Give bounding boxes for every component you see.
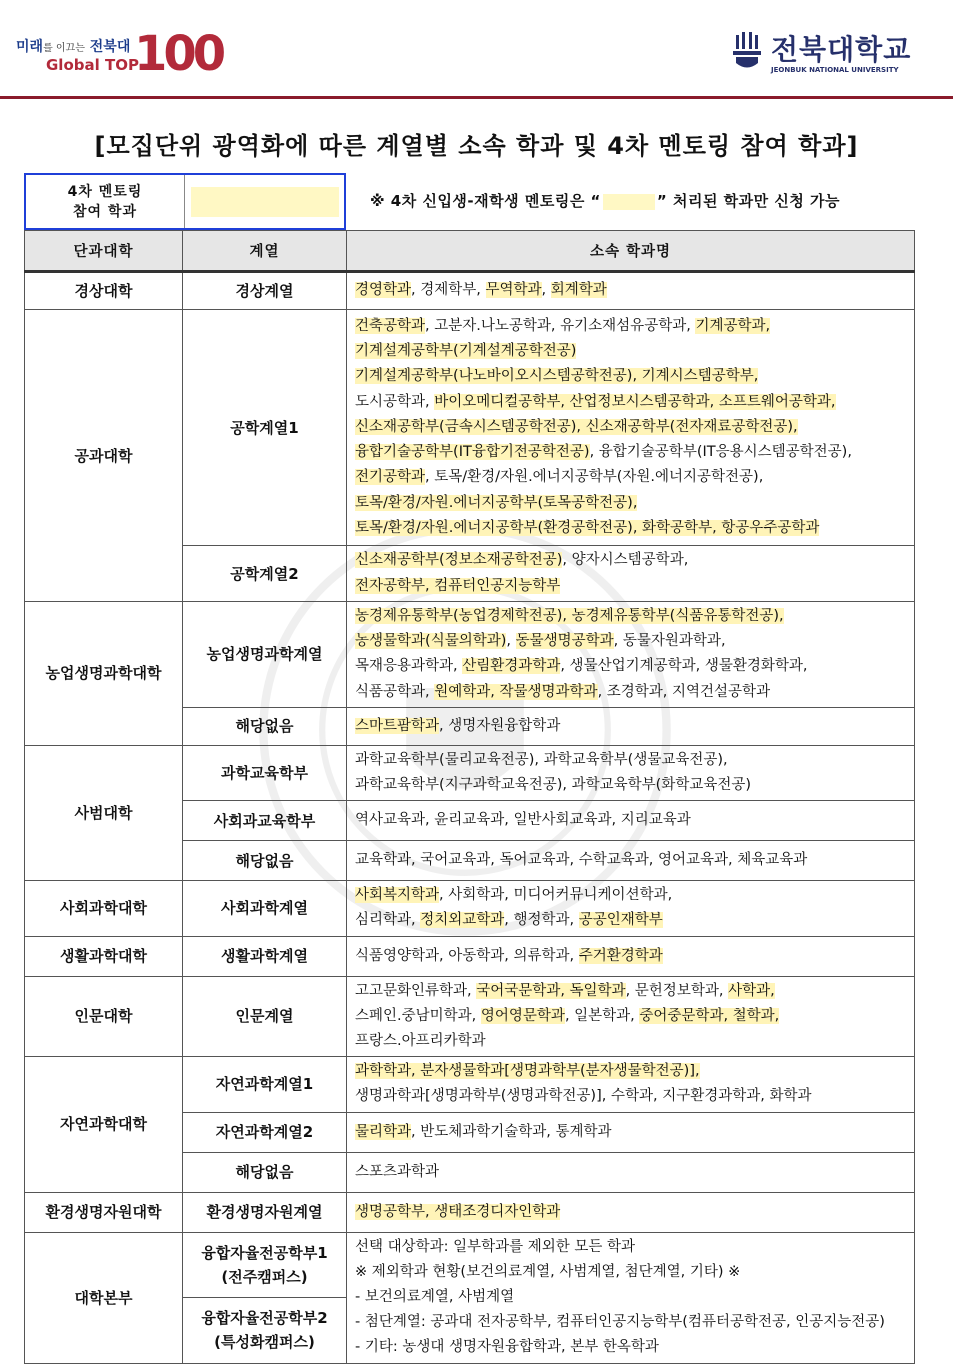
- mentoring-department: 주거환경학과: [578, 947, 663, 964]
- department-line: [355, 314, 906, 339]
- mentoring-department: 기계설계공학부(나노바이오시스템공학전공), 기계시스템공학부,: [355, 368, 759, 385]
- college-name: 사회과학대학: [25, 881, 183, 936]
- department-text: , 경제학부,: [411, 282, 486, 299]
- department-line: [355, 491, 906, 516]
- department-text: 스페인.중남미학과,: [355, 1007, 481, 1024]
- mentoring-department: 토목/환경/자원.에너지공학부(환경공학전공), 화학공학부, 항공우주공학과: [355, 519, 820, 536]
- mentoring-department: 건축공학과: [355, 318, 426, 335]
- mentoring-department: 무역학과: [485, 282, 542, 299]
- department-text: 선택 대상학과: 일부학과를 제외한 모든 학과: [355, 1238, 636, 1255]
- department-line: [355, 748, 906, 773]
- department-text: ,: [541, 282, 551, 299]
- mentoring-department: 융합기술공학부(IT융합기전공학전공): [355, 444, 590, 461]
- logo-line1-main: 미래: [16, 39, 44, 55]
- department-text: 도시공학과,: [355, 393, 435, 410]
- department-list: [347, 1232, 915, 1363]
- department-list: [347, 841, 915, 881]
- department-line: [355, 629, 906, 654]
- department-line: [355, 848, 906, 873]
- mentoring-department: 신소재공학부(정보소재공학전공): [355, 552, 563, 569]
- department-line: [355, 364, 906, 389]
- mentoring-department: 신소재공학부(금속시스템공학전공), 신소재공학부(전자재료공학전공),: [355, 418, 798, 435]
- department-text: , 토목/환경/자원.에너지공학부(자원.에너지공학전공),: [425, 469, 764, 486]
- department-line: [355, 654, 906, 679]
- university-logo: [733, 30, 913, 80]
- department-text: ,: [506, 633, 516, 650]
- table-row: [25, 1192, 915, 1232]
- department-line: [355, 1260, 906, 1285]
- department-list: [347, 310, 915, 546]
- college-name: 사범대학: [25, 745, 183, 880]
- field-name: 경상계열: [183, 272, 347, 310]
- mentoring-department: 원예학과, 작물생명과학과: [434, 683, 598, 700]
- mentoring-department: 산림환경과학과: [462, 658, 561, 675]
- mentoring-department: 동물생명공학과: [515, 633, 614, 650]
- department-list: [347, 881, 915, 936]
- table-row: [25, 1232, 915, 1298]
- field-name: 자연과학계열1: [183, 1057, 347, 1112]
- department-line: [355, 1004, 906, 1029]
- mentoring-department: 회계학과: [550, 282, 607, 299]
- mentoring-department: 물리학과: [355, 1123, 412, 1140]
- mentoring-department: 스마트팜학과: [355, 717, 440, 734]
- mentoring-department: 농경제유통학부(농업경제학전공), 농경제유통학부(식품유통학전공),: [355, 608, 784, 624]
- department-list: [347, 801, 915, 841]
- mentoring-department: 토목/환경/자원.에너지공학부(토목공학전공),: [355, 494, 638, 511]
- department-line: [355, 1120, 906, 1145]
- department-line: [355, 714, 906, 739]
- field-name: 과학교육학부: [183, 745, 347, 800]
- department-text: - 보건의료계열, 사범계열: [355, 1289, 515, 1306]
- department-line: [355, 1285, 906, 1310]
- mentoring-department: 기계설계공학부(기계설계공학전공): [355, 343, 577, 360]
- department-line: [355, 808, 906, 833]
- department-text: , 생명자원융합학과: [439, 717, 561, 734]
- table-row: [25, 745, 915, 800]
- field-name: 생활과학계열: [183, 936, 347, 976]
- table-row: [25, 976, 915, 1057]
- college-name: 자연과학대학: [25, 1057, 183, 1192]
- mentoring-department: 전자공학부, 컴퓨터인공지능학부: [355, 577, 561, 594]
- department-text: , 반도체과학기술학과, 통계학과: [411, 1123, 612, 1140]
- department-text: , 고분자.나노공학과, 유기소재섬유공학과,: [425, 318, 696, 335]
- mentoring-legend-swatch: [185, 175, 344, 228]
- department-line: [355, 773, 906, 798]
- table-row: [25, 1057, 915, 1112]
- department-line: [355, 944, 906, 969]
- field-name: 공학계열2: [183, 546, 347, 602]
- department-list: [347, 602, 915, 708]
- department-text: , 생물산업기계공학과, 생물환경화학과,: [560, 658, 808, 675]
- field-name: 농업생명과학계열: [183, 602, 347, 708]
- department-text: , 문헌정보학과,: [625, 982, 729, 999]
- college-name: 공과대학: [25, 310, 183, 602]
- department-text: ※ 제외학과 현황(보건의료계열, 사범계열, 첨단계열, 기타) ※: [355, 1263, 741, 1280]
- department-text: , 융합기술공학부(IT응용시스템공학전공),: [589, 444, 852, 461]
- mentoring-department: 공공인재학부: [578, 912, 663, 929]
- global-top-100-logo: [16, 26, 223, 82]
- mentoring-department: 국어국문학과, 독일학과: [476, 982, 626, 999]
- field-name: 공학계열1: [183, 310, 347, 546]
- department-text: 프랑스.아프리카학과: [355, 1033, 486, 1050]
- mentoring-department: 바이오메디컬공학부, 산업정보시스템공학과, 소프트웨어공학과,: [434, 393, 836, 410]
- mentoring-department: 기계공학과,: [695, 318, 771, 335]
- department-line: [355, 516, 906, 541]
- field-name: 자연과학계열2: [183, 1112, 347, 1152]
- field-name: 융합자율전공학부1 (전주캠퍼스): [183, 1232, 347, 1298]
- department-line: [355, 548, 906, 573]
- department-text: , 일본학과,: [564, 1007, 640, 1024]
- department-line: [355, 979, 906, 1004]
- department-text: , 동물자원과학과,: [613, 633, 726, 650]
- mentoring-department: 정치외교학과: [420, 912, 505, 929]
- college-name: 인문대학: [25, 976, 183, 1057]
- department-list: [347, 1112, 915, 1152]
- department-text: , 조경학과, 지역건설공학과: [597, 683, 771, 700]
- page-header: [0, 0, 953, 100]
- university-name: 전북대학교: [771, 33, 912, 66]
- department-text: 교육학과, 국어교육과, 독어교육과, 수학교육과, 영어교육과, 체육교육과: [355, 852, 808, 869]
- field-name: 융합자율전공학부2 (특성화캠퍼스): [183, 1298, 347, 1364]
- college-name: 생활과학대학: [25, 936, 183, 976]
- department-line: [355, 390, 906, 415]
- table-header-row: [25, 231, 915, 272]
- department-line: [355, 574, 906, 599]
- department-line: [355, 1310, 906, 1335]
- college-name: 경상대학: [25, 272, 183, 310]
- mentoring-department: 사학과,: [728, 982, 775, 999]
- department-line: [355, 1029, 906, 1054]
- mentoring-department: 전기공학과: [355, 469, 426, 486]
- college-name: 환경생명자원대학: [25, 1192, 183, 1232]
- department-list: [347, 546, 915, 602]
- field-name: 인문계열: [183, 976, 347, 1057]
- page-title: [모집단위 광역화에 따른 계열별 소속 학과 및 4차 멘토링 참여 학과]: [94, 132, 859, 160]
- mentoring-legend: [24, 173, 346, 230]
- department-text: 역사교육과, 윤리교육과, 일반사회교육과, 지리교육과: [355, 812, 691, 829]
- department-list: [347, 1192, 915, 1232]
- department-text: 심리학과,: [355, 912, 421, 929]
- department-list: [347, 707, 915, 745]
- department-line: [355, 465, 906, 490]
- department-text: , 행정학과,: [504, 912, 579, 929]
- department-table: [24, 230, 915, 1364]
- department-list: [347, 936, 915, 976]
- table-row: [25, 936, 915, 976]
- department-line: [355, 680, 906, 705]
- mentoring-department: 생명공학부, 생태조경디자인학과: [355, 1203, 561, 1220]
- mentoring-notice: ※ 4차 신입생-재학생 멘토링은 “ ” 처리된 학과만 신청 가능: [370, 192, 841, 210]
- notice-highlight-swatch: [603, 194, 655, 210]
- department-text: , 양자시스템공학과,: [562, 552, 689, 569]
- department-list: [347, 1057, 915, 1112]
- field-name: 사회과교육학부: [183, 801, 347, 841]
- department-text: - 기타: 농생대 생명자원융합학과, 본부 한옥학과: [355, 1339, 659, 1356]
- table-body: [25, 272, 915, 1364]
- college-name: 농업생명과학대학: [25, 602, 183, 746]
- department-line: [355, 1059, 906, 1084]
- department-list: [347, 1152, 915, 1192]
- table-row: [25, 310, 915, 546]
- department-text: 과학교육학부(물리교육전공), 과학교육학부(생물교육전공),: [355, 751, 728, 768]
- mentoring-department: 농생물학과(식물의학과): [355, 633, 507, 650]
- header-college: 단과대학: [25, 231, 183, 272]
- department-line: [355, 1160, 906, 1185]
- logo-line2: Global TOP: [46, 56, 139, 74]
- department-list: [347, 745, 915, 800]
- department-text: 식품공학과,: [355, 683, 435, 700]
- department-text: 스포츠과학과: [355, 1163, 440, 1180]
- table-row: [25, 272, 915, 310]
- department-line: [355, 883, 906, 908]
- table-row: [25, 602, 915, 708]
- header-departments: 소속 학과명: [347, 231, 915, 272]
- college-name: 대학본부: [25, 1232, 183, 1363]
- field-name: 사회과학계열: [183, 881, 347, 936]
- mentoring-department: 경영학과: [355, 282, 412, 299]
- department-line: [355, 908, 906, 933]
- department-text: 식품영양학과, 아동학과, 의류학과,: [355, 947, 579, 964]
- department-text: 생명과학과[생명과학부(생명과학전공)], 수학과, 지구환경과학과, 화학과: [355, 1088, 812, 1105]
- mentoring-department: 중어중문학과, 철학과,: [639, 1007, 780, 1024]
- department-text: 과학교육학부(지구과학교육전공), 과학교육학부(화학교육전공): [355, 777, 752, 794]
- department-line: [355, 415, 906, 440]
- header-divider: [0, 96, 953, 99]
- department-line: [355, 604, 906, 629]
- mentoring-department: 사회복지학과: [355, 887, 440, 904]
- department-text: , 사회학과, 미디어커뮤니케이션학과,: [439, 887, 673, 904]
- mentoring-legend-label: 4차 멘토링 참여 학과: [26, 175, 185, 228]
- department-line: [355, 339, 906, 364]
- university-name-english: JEONBUK NATIONAL UNIVERSITY: [771, 66, 899, 74]
- department-list: [347, 272, 915, 310]
- university-emblem-icon: [733, 32, 761, 72]
- field-name: 해당없음: [183, 1152, 347, 1192]
- logo-number: 100: [134, 26, 223, 82]
- field-name: 해당없음: [183, 707, 347, 745]
- mentoring-department: 영어영문학과: [480, 1007, 565, 1024]
- header-field: 계열: [183, 231, 347, 272]
- logo-line1-end: 전북대: [89, 39, 131, 55]
- department-line: [355, 1084, 906, 1109]
- department-line: [355, 1235, 906, 1260]
- department-list: [347, 976, 915, 1057]
- logo-line1-small: 를 이끄는: [43, 43, 85, 54]
- department-line: [355, 1200, 906, 1225]
- mentoring-department: 과학학과, 분자생물학과[생명과학부(분자생물학전공)],: [355, 1063, 700, 1080]
- department-line: [355, 278, 906, 303]
- department-text: 목재응용과학과,: [355, 658, 463, 675]
- department-line: [355, 1335, 906, 1360]
- field-name: 해당없음: [183, 841, 347, 881]
- department-line: [355, 440, 906, 465]
- field-name: 환경생명자원계열: [183, 1192, 347, 1232]
- department-text: - 첨단계열: 공과대 전자공학부, 컴퓨터인공지능학부(컴퓨터공학전공, 인공지능전공): [355, 1314, 885, 1331]
- department-text: 고고문화인류학과,: [355, 982, 477, 999]
- table-row: [25, 881, 915, 936]
